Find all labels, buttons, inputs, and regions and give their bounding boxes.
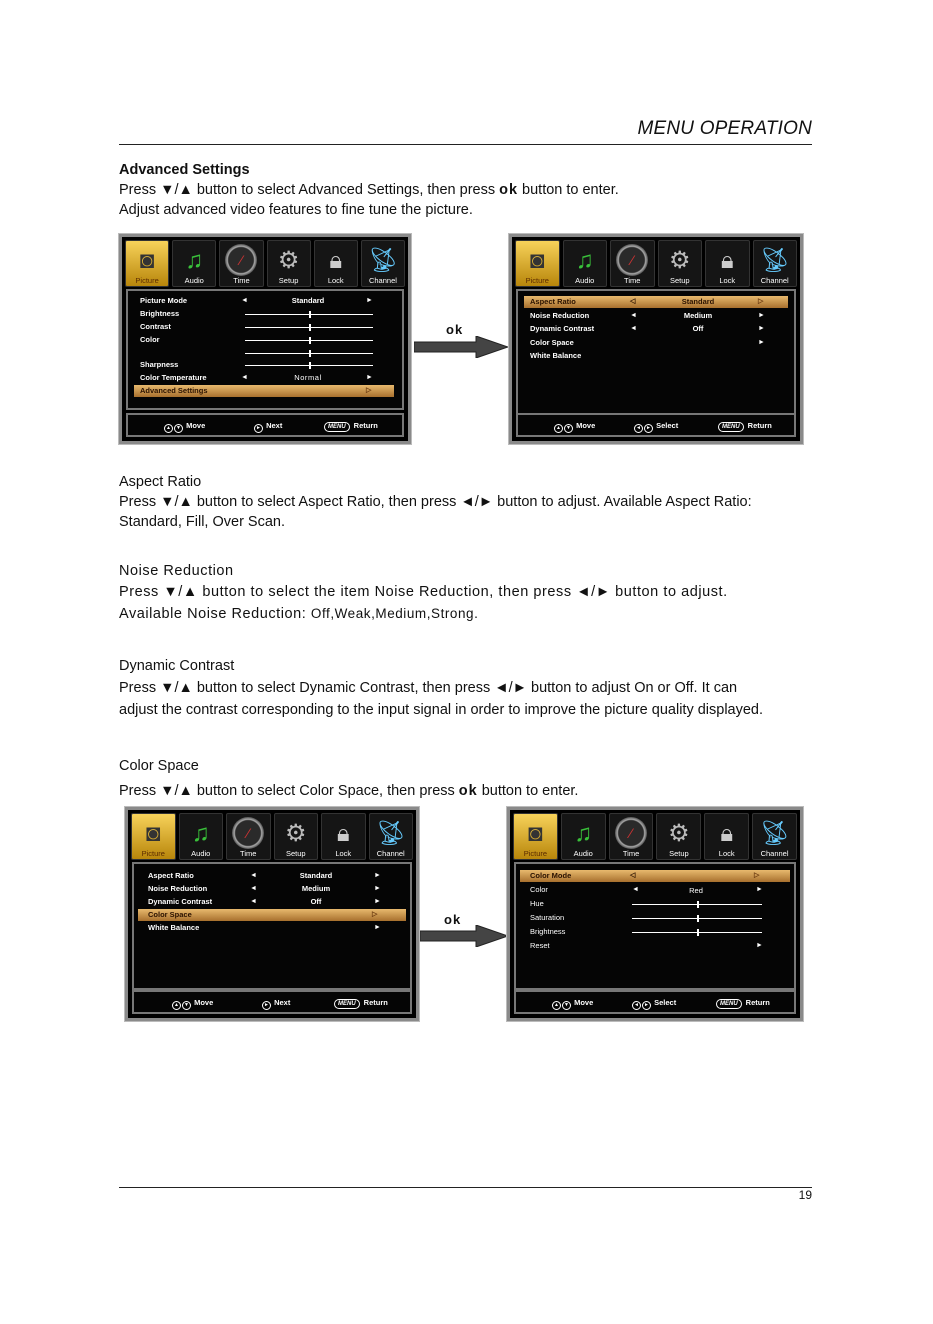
brightness-slider[interactable] <box>245 314 373 315</box>
noise-reduction-heading: Noise Reduction <box>119 563 234 579</box>
menu-row-color[interactable]: Color <box>128 334 402 346</box>
tab-channel[interactable]: 📡︎ Channel <box>361 240 405 287</box>
page-header-title: MENU OPERATION <box>637 118 812 139</box>
arrow-ok-label: ok <box>444 912 462 927</box>
menu-row-brightness[interactable]: Brightness <box>128 308 402 320</box>
tab-lock[interactable]: 🔒︎ Lock <box>314 240 358 287</box>
menu-row-white-balance[interactable]: White Balance ► <box>148 923 381 932</box>
footer-move: ▲ ▼ Move <box>172 998 213 1010</box>
right-arrow-icon: ► <box>374 872 381 879</box>
contrast-slider[interactable] <box>245 327 373 328</box>
tab-picture[interactable]: ◙ Picture <box>131 813 176 860</box>
left-arrow-icon: ◄ <box>250 885 257 892</box>
advanced-settings-line1: Press ▼/▲ button to select Advanced Settings, then press ok button to enter. <box>119 182 619 198</box>
up-button-icon: ▲ <box>554 424 563 433</box>
footer-rule <box>119 1187 812 1188</box>
color-space-heading: Color Space <box>119 758 199 774</box>
right-arrow-icon: ▷ <box>758 298 764 305</box>
left-button-icon: ◄ <box>634 424 643 433</box>
menu-button-icon: MENU <box>324 422 350 432</box>
right-arrow-icon <box>414 336 510 358</box>
down-button-icon: ▼ <box>182 1001 191 1010</box>
tab-audio[interactable]: ♫ Audio <box>563 240 608 287</box>
padlock-icon: 🔒︎ <box>720 820 734 847</box>
page-number: 19 <box>798 1188 812 1202</box>
up-button-icon: ▲ <box>552 1001 561 1010</box>
osd-tab-bar <box>122 237 408 287</box>
menu-button-icon: MENU <box>334 999 360 1009</box>
gear-wrench-icon: ⚙ <box>668 820 690 847</box>
tab-time[interactable]: ⁄ Time <box>226 813 271 860</box>
tab-audio[interactable]: ♫ Audio <box>172 240 216 287</box>
menu-row-dynamic-contrast[interactable]: Dynamic Contrast ◄ Off ► <box>148 897 381 906</box>
osd-advanced-settings-color-space <box>125 807 419 1021</box>
clock-icon: ⁄ <box>225 244 257 276</box>
menu-row-advanced-settings[interactable]: Advanced Settings ▷ <box>134 385 394 397</box>
osd-footer <box>126 413 404 437</box>
tab-channel[interactable]: 📡︎ Channel <box>752 813 797 860</box>
menu-row-saturation[interactable]: Saturation <box>516 912 794 924</box>
menu-row-sharpness[interactable]: Sharpness <box>128 359 402 371</box>
color-space-line1: Press ▼/▲ button to select Color Space, then press ok button to enter. <box>119 783 579 799</box>
menu-row-white-balance[interactable]: White Balance <box>530 351 582 360</box>
tab-channel[interactable]: 📡︎ Channel <box>753 240 798 287</box>
right-arrow-icon: ▷ <box>372 911 378 918</box>
menu-row-color-space[interactable]: Color Space ▷ <box>138 909 406 921</box>
osd-tab-bar <box>510 810 800 860</box>
menu-row-color-mode[interactable]: Color Mode ◁ ▷ <box>520 870 790 882</box>
footer-move: ▲ ▼ Move <box>164 421 205 433</box>
menu-row-aspect-ratio[interactable]: Aspect Ratio ◁ Standard ▷ <box>524 296 788 308</box>
aspect-ratio-section <box>119 472 752 532</box>
right-button-icon: ► <box>254 424 263 433</box>
header-rule <box>119 144 812 145</box>
right-arrow-icon: ► <box>758 312 765 319</box>
right-arrow-icon: ► <box>374 898 381 905</box>
footer-next: ► Next <box>262 998 290 1010</box>
osd-advanced-settings-menu <box>509 234 803 444</box>
left-arrow-icon: ◄ <box>241 297 248 304</box>
osd-tab-bar <box>128 810 416 860</box>
satellite-dish-icon: 📡︎ <box>759 820 790 847</box>
tab-setup[interactable]: ⚙ Setup <box>658 240 703 287</box>
osd-footer <box>516 413 796 437</box>
padlock-icon: 🔒︎ <box>329 247 343 274</box>
satellite-dish-icon: 📡︎ <box>375 820 406 847</box>
sharpness-slider[interactable] <box>245 365 373 366</box>
camera-icon: ◙ <box>139 247 155 274</box>
brightness-slider[interactable] <box>632 932 762 933</box>
dynamic-contrast-section <box>119 655 763 721</box>
arrow-ok-label: ok <box>446 322 464 337</box>
right-arrow-icon: ► <box>756 886 763 893</box>
down-button-icon: ▼ <box>564 424 573 433</box>
menu-row-color[interactable]: Color ◄ Red ► <box>530 885 763 895</box>
left-arrow-icon: ◁ <box>630 872 636 879</box>
menu-button-icon: MENU <box>718 422 744 432</box>
tab-setup[interactable]: ⚙ Setup <box>274 813 319 860</box>
right-arrow-icon: ► <box>366 374 373 381</box>
right-arrow-icon: ▷ <box>754 872 760 879</box>
right-arrow-icon: ► <box>758 339 765 346</box>
osd-menu-list <box>516 289 796 415</box>
menu-row-noise-reduction[interactable]: Noise Reduction ◄ Medium ► <box>148 884 381 893</box>
menu-row-noise-reduction[interactable]: Noise Reduction ◄ Medium ► <box>530 311 765 320</box>
osd-menu-list <box>132 862 412 990</box>
tab-picture[interactable]: ◙ Picture <box>513 813 558 860</box>
speaker-music-icon: ♫ <box>575 247 594 274</box>
left-arrow-icon: ◄ <box>630 325 637 332</box>
osd-color-space-menu <box>507 807 803 1021</box>
clock-icon: ⁄ <box>615 817 647 849</box>
tab-time[interactable]: ⁄ Time <box>609 813 654 860</box>
camera-icon: ◙ <box>146 820 161 847</box>
footer-return: MENU Return <box>334 998 388 1009</box>
osd-menu-list <box>126 289 404 410</box>
menu-row-brightness[interactable]: Brightness <box>516 926 794 938</box>
satellite-dish-icon: 📡︎ <box>759 247 790 274</box>
right-arrow-icon: ► <box>756 942 763 949</box>
footer-return: MENU Return <box>716 998 770 1009</box>
down-button-icon: ▼ <box>562 1001 571 1010</box>
aspect-ratio-line1: Press ▼/▲ button to select Aspect Ratio, then press ◄/► button to adjust. Available Aspect Ratio: <box>119 494 752 510</box>
menu-row-tint[interactable] <box>128 347 402 359</box>
noise-reduction-line2: Available Noise Reduction: Off,Weak,Medium,Strong. <box>119 606 479 622</box>
menu-row-dynamic-contrast[interactable]: Dynamic Contrast ◄ Off ► <box>530 324 765 333</box>
tab-channel[interactable]: 📡︎ Channel <box>369 813 414 860</box>
dynamic-contrast-line1: Press ▼/▲ button to select Dynamic Contrast, then press ◄/► button to adjust On or Off. It can <box>119 680 738 696</box>
right-button-icon: ► <box>262 1001 271 1010</box>
camera-icon: ◙ <box>528 820 543 847</box>
tab-audio[interactable]: ♫ Audio <box>179 813 224 860</box>
up-button-icon: ▲ <box>164 424 173 433</box>
left-arrow-icon: ◄ <box>250 898 257 905</box>
osd-footer <box>132 990 412 1014</box>
speaker-music-icon: ♫ <box>185 247 204 274</box>
menu-row-aspect-ratio[interactable]: Aspect Ratio ◄ Standard ► <box>148 871 381 880</box>
osd-picture-menu <box>119 234 411 444</box>
advanced-settings-heading: Advanced Settings <box>119 162 250 178</box>
footer-return: MENU Return <box>718 421 772 432</box>
right-arrow-icon: ► <box>374 885 381 892</box>
footer-select: ◄ ► Select <box>632 998 676 1010</box>
footer-next: ► Next <box>254 421 282 433</box>
gear-wrench-icon: ⚙ <box>668 247 691 274</box>
right-arrow-icon <box>420 925 510 947</box>
footer-move: ▲ ▼ Move <box>552 998 593 1010</box>
satellite-dish-icon: 📡︎ <box>367 247 399 274</box>
dynamic-contrast-line2: adjust the contrast corresponding to the input signal in order to improve the picture quality displayed. <box>119 702 764 718</box>
right-button-icon: ► <box>642 1001 651 1010</box>
camera-icon: ◙ <box>530 247 545 274</box>
gear-wrench-icon: ⚙ <box>277 247 300 274</box>
tab-setup[interactable]: ⚙ Setup <box>656 813 701 860</box>
padlock-icon: 🔒︎ <box>336 820 350 847</box>
left-arrow-icon: ◄ <box>630 312 637 319</box>
color-space-section <box>119 754 578 804</box>
tab-setup[interactable]: ⚙ Setup <box>267 240 311 287</box>
osd-footer <box>514 990 796 1014</box>
right-arrow-icon: ▷ <box>366 387 372 394</box>
menu-row-reset[interactable]: Reset ► <box>530 941 763 950</box>
up-button-icon: ▲ <box>172 1001 181 1010</box>
tab-picture[interactable]: ◙ Picture <box>515 240 560 287</box>
speaker-music-icon: ♫ <box>191 820 210 847</box>
footer-return: MENU Return <box>324 421 378 432</box>
right-arrow-icon: ► <box>758 325 765 332</box>
left-arrow-icon: ◄ <box>241 374 248 381</box>
color-slider[interactable] <box>245 340 373 341</box>
menu-row-contrast[interactable]: Contrast <box>128 321 402 333</box>
right-arrow-icon: ► <box>366 297 373 304</box>
tab-picture[interactable]: ◙ Picture <box>125 240 169 287</box>
advanced-settings-section <box>119 160 619 220</box>
left-arrow-icon: ◄ <box>250 872 257 879</box>
tab-audio[interactable]: ♫ Audio <box>561 813 606 860</box>
left-button-icon: ◄ <box>632 1001 641 1010</box>
aspect-ratio-heading: Aspect Ratio <box>119 474 202 490</box>
menu-row-color-space[interactable]: Color Space ► <box>530 338 765 347</box>
aspect-ratio-line2: Standard, Fill, Over Scan. <box>119 514 286 530</box>
dynamic-contrast-heading: Dynamic Contrast <box>119 658 235 674</box>
tab-lock[interactable]: 🔒︎ Lock <box>321 813 366 860</box>
tab-lock[interactable]: 🔒︎ Lock <box>704 813 749 860</box>
osd-menu-list <box>514 862 796 990</box>
left-arrow-icon: ◄ <box>632 886 639 893</box>
footer-move: ▲ ▼ Move <box>554 421 595 433</box>
speaker-music-icon: ♫ <box>574 820 593 847</box>
menu-row-color-temperature[interactable]: Color Temperature ◄ Normal ► <box>140 373 373 382</box>
noise-reduction-line1: Press ▼/▲ button to select the item Noise Reduction, then press ◄/► button to adjust. <box>119 584 728 600</box>
tab-time[interactable]: ⁄ Time <box>610 240 655 287</box>
menu-row-hue[interactable]: Hue <box>516 898 794 910</box>
tab-time[interactable]: ⁄ Time <box>219 240 263 287</box>
right-arrow-icon: ► <box>374 924 381 931</box>
down-button-icon: ▼ <box>174 424 183 433</box>
gear-wrench-icon: ⚙ <box>284 820 307 847</box>
menu-button-icon: MENU <box>716 999 742 1009</box>
clock-icon: ⁄ <box>616 244 648 276</box>
osd-tab-bar <box>512 237 800 287</box>
left-arrow-icon: ◁ <box>630 298 636 305</box>
tab-lock[interactable]: 🔒︎ Lock <box>705 240 750 287</box>
padlock-icon: 🔒︎ <box>720 247 734 274</box>
right-button-icon: ► <box>644 424 653 433</box>
menu-row-picture-mode[interactable]: Picture Mode ◄ Standard ► <box>140 296 373 305</box>
noise-reduction-section <box>119 561 728 625</box>
tint-slider[interactable] <box>245 353 373 354</box>
hue-slider[interactable] <box>632 904 762 905</box>
saturation-slider[interactable] <box>632 918 762 919</box>
clock-icon: ⁄ <box>232 817 264 849</box>
advanced-settings-line2: Adjust advanced video features to fine tune the picture. <box>119 202 473 218</box>
footer-select: ◄ ► Select <box>634 421 678 433</box>
